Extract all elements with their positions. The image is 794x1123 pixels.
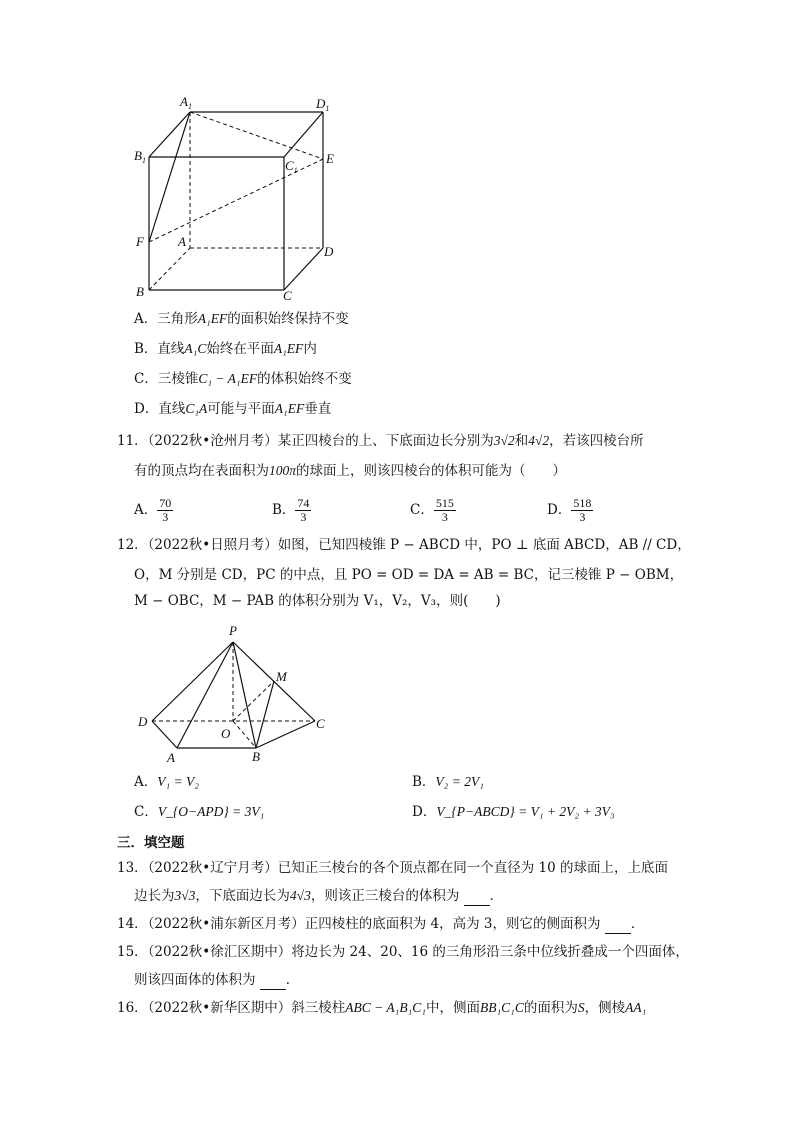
label-b1: $B_1$ xyxy=(134,148,146,165)
label-a2: A xyxy=(167,750,175,765)
label-c: C xyxy=(283,288,292,303)
q10-option-c: C．三棱锥C₁ − A₁EF的体积始终不变 xyxy=(134,371,352,387)
q12-line1: 12．（2022秋•日照月考）如图，已知四棱锥 P − ABCD 中，PO ⊥ 底面 ABCD，AB // CD， xyxy=(117,537,691,553)
q11-option-b: B． $\frac{74}{3}$ xyxy=(272,496,310,524)
q12-option-c: C．V_{O−APD} = 3V₁ xyxy=(134,804,265,820)
label-b2: B xyxy=(252,749,260,764)
cube-figure xyxy=(0,0,794,310)
q11-option-c: C． $\frac{515}{3}$ xyxy=(410,496,454,524)
q15-answer-blank[interactable] xyxy=(260,975,286,990)
edge-mb xyxy=(256,681,274,748)
q14-answer-blank[interactable] xyxy=(605,919,631,934)
q12-option-d: D．V_{P−ABCD} = V₁ + 2V₂ + 3V₃ xyxy=(412,804,615,820)
edge-a1f xyxy=(149,112,190,242)
label-d: D xyxy=(324,244,334,259)
label-a1: $A_1$ xyxy=(180,94,192,111)
label-d1: $D_1$ xyxy=(316,96,330,113)
edge-pd xyxy=(152,642,233,721)
q11-line1: 11．（2022秋•沧州月考）某正四棱台的上、下底面边长分别为3√2和4√2，若该四棱台所 xyxy=(117,433,644,449)
label-d2: D xyxy=(138,714,148,729)
edge-pc xyxy=(233,642,315,721)
edge-c1d1 xyxy=(284,112,323,157)
edge-b1a1 xyxy=(149,112,190,157)
q11-option-d: D． $\frac{518}{3}$ xyxy=(547,496,592,524)
q12-line3: M − OBC，M − PAB 的体积分别为 V₁，V₂，V₃，则( ) xyxy=(134,593,501,609)
q15-line2: 则该四面体的体积为 ． xyxy=(134,972,300,988)
q15-line1: 15．（2022秋•徐汇区期中）将边长为 24、20、16 的三角形沿三条中位线折叠成一个四面体， xyxy=(117,944,689,960)
q14-line: 14．（2022秋•浦东新区月考）正四棱柱的底面积为 4，高为 3，则它的侧面积为 ． xyxy=(117,916,645,932)
label-c1: $C_1$ xyxy=(285,158,298,175)
q12-line2: O，M 分别是 CD，PC 的中点，且 PO = OD = DA = AB = BC，记三棱锥 P − OBM， xyxy=(134,567,684,583)
label-e: E xyxy=(326,151,334,166)
hidden-edge-ob xyxy=(233,721,256,748)
label-o: O xyxy=(221,726,231,741)
label-a: A xyxy=(178,234,186,249)
hidden-edge-om xyxy=(233,681,274,721)
q11-line2: 有的顶点均在表面积为100π的球面上，则该四棱台的体积可能为（ ） xyxy=(134,463,567,479)
label-p: P xyxy=(229,623,237,638)
q12-option-b: B．V₂ = 2V₁ xyxy=(412,774,484,790)
q13-line2: 边长为3√3，下底面边长为4√3，则该正三棱台的体积为 ． xyxy=(134,888,504,904)
q10-option-a: A．三角形A₁EF的面积始终保持不变 xyxy=(134,311,349,327)
edge-pb xyxy=(233,642,256,748)
q13-line1: 13．（2022秋•辽宁月考）已知正三棱台的各个顶点都在同一个直径为 10 的球面上，上底面 xyxy=(117,860,669,876)
label-m: M xyxy=(276,669,287,684)
q12-option-a: A．V₁ = V₂ xyxy=(134,774,199,790)
label-c2: C xyxy=(316,716,325,731)
label-b: B xyxy=(136,284,144,299)
q10-option-b: B．直线A₁C始终在平面A₁EF内 xyxy=(134,341,317,357)
q13-answer-blank[interactable] xyxy=(464,891,490,906)
q16-line1: 16．（2022秋•新华区期中）斜三棱柱ABC − A₁B₁C₁中，侧面BB₁C₁C的面积为S，侧棱AA₁ xyxy=(117,1000,647,1016)
edge-pa xyxy=(177,642,233,748)
edge-da xyxy=(152,721,177,748)
q11-option-a: A． $\frac{70}{3}$ xyxy=(134,496,172,524)
hidden-edge-ba xyxy=(149,248,190,290)
edge-cd xyxy=(284,248,323,290)
edge-bc xyxy=(256,721,315,748)
label-f: F xyxy=(136,234,144,249)
section-title-fill-blank: 三．填空题 xyxy=(117,835,185,851)
q10-option-d: D．直线C₁A可能与平面A₁EF垂直 xyxy=(134,401,332,417)
